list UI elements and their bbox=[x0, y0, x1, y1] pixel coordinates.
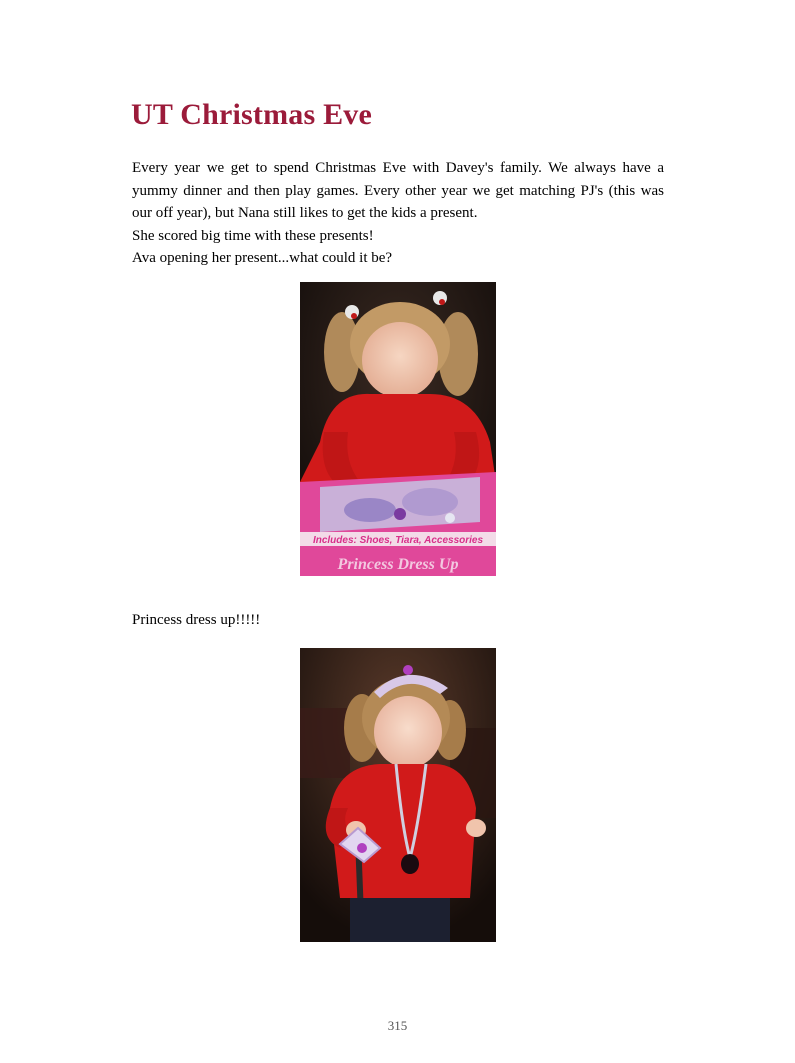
photo1-caption: Ava opening her present...what could it be? bbox=[132, 250, 393, 266]
page-title: UT Christmas Eve bbox=[131, 98, 372, 131]
photo2-caption: Princess dress up!!!!! bbox=[132, 612, 261, 628]
photo1-box-brand: Princess Dress Up bbox=[337, 556, 459, 573]
body-text bbox=[132, 157, 664, 270]
photo-princess-dress-up-image bbox=[300, 648, 496, 942]
photo-ava-opening-present bbox=[300, 282, 496, 576]
page-number: 315 bbox=[387, 1018, 408, 1033]
intro-paragraph: Every year we get to spend Christmas Eve with Davey's family. We always have a yummy dinner and then play games. Every other year we get matching PJ's (this was our off year), but Nana still likes to get the kids a present. bbox=[132, 160, 664, 221]
photo1-box-text: Includes: Shoes, Tiara, Accessories bbox=[312, 535, 484, 546]
photo-ava-opening-present-image bbox=[300, 282, 496, 576]
presents-line: She scored big time with these presents! bbox=[132, 227, 374, 244]
photo-princess-dress-up bbox=[300, 648, 496, 942]
